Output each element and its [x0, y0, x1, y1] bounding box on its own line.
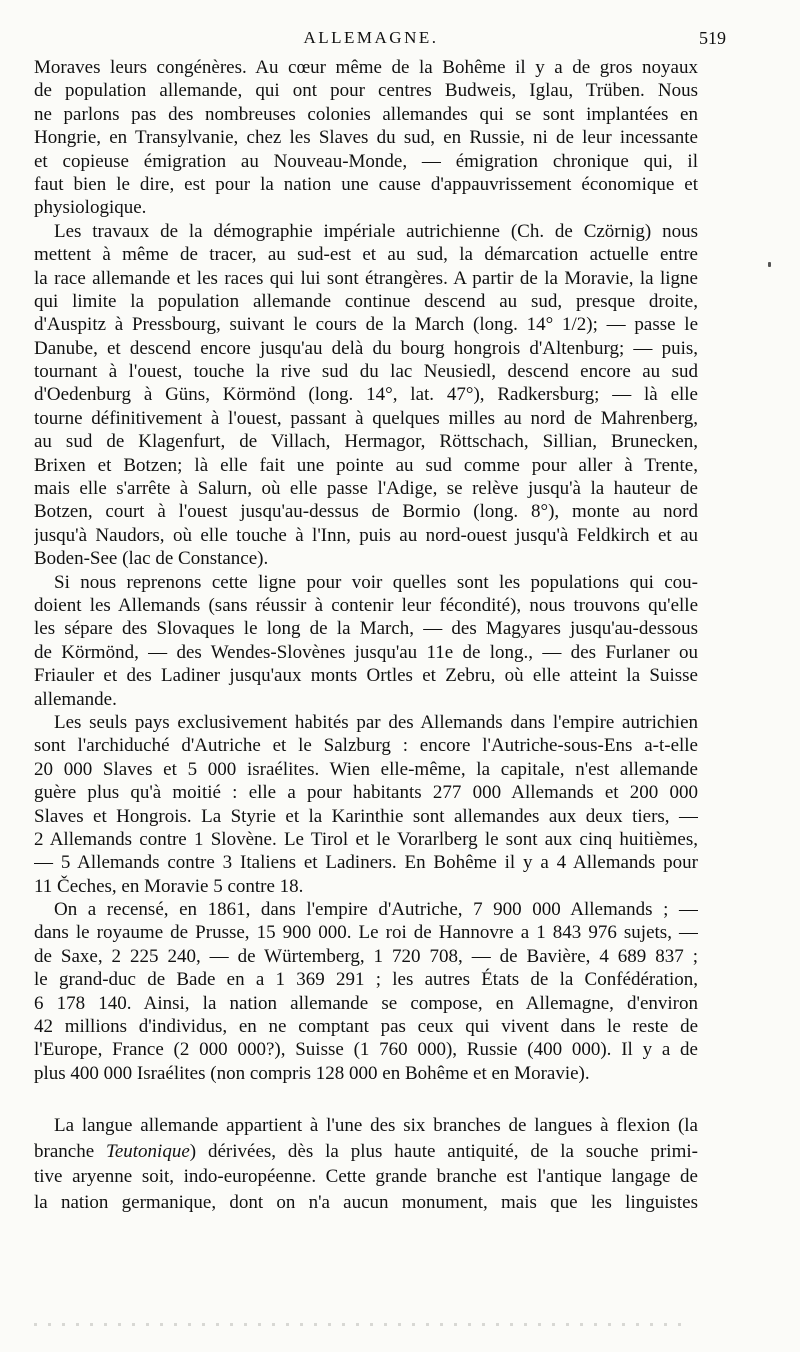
text-line: l'Europe, France (2 000 000?), Suisse (1 760 000), Russie (400 000). Il y a de — [34, 1039, 698, 1061]
text-line: Hongrie, en Transylvanie, chez les Slaves du sud, en Russie, ni de leur incessante — [34, 127, 698, 149]
text-line: la race allemande et les races qui lui sont étrangères. A partir de la Moravie, la ligne — [34, 267, 698, 289]
text-line: la nation germanique, dont on n'a aucun monument, mais que les linguistes — [34, 1191, 698, 1213]
text-line: tournant à l'ouest, touche la rive sud du lac Neusiedl, descend encore au sud — [34, 361, 698, 383]
text-line: Les seuls pays exclusivement habités par des Allemands dans l'empire autrichien — [54, 711, 698, 733]
text-line: Friauler et des Ladiner jusqu'aux monts Ortles et Zebru, où elle atteint la Suisse — [34, 665, 698, 687]
text-line — [34, 1139, 698, 1165]
text-line: Botzen, court à l'ouest jusqu'au-dessus de Bormio (long. 8°), monte au nord — [34, 501, 698, 523]
text-line: 6 178 140. Ainsi, la nation allemande se compose, en Allemagne, d'environ — [34, 992, 698, 1014]
paragraph-language — [34, 1113, 698, 1215]
section-gap — [34, 1085, 698, 1111]
ink-speck — [768, 262, 771, 267]
text-line: Slaves et Hongrois. La Styrie et la Karinthie sont allemandes aux deux tiers, — — [34, 805, 698, 827]
body-text — [34, 56, 698, 1215]
page-number: 519 — [699, 28, 726, 48]
show-through-ghost-line — [34, 1323, 690, 1326]
text-span: branche — [34, 1140, 107, 1162]
text-line: allemande. — [34, 688, 117, 710]
text-line: mais elle s'arrête à Salurn, où elle passe l'Adige, se relève jusqu'à la hauteur de — [34, 478, 698, 500]
text-line: faut bien le dire, est pour la nation une cause d'appauvrissement économique et — [34, 173, 698, 195]
running-head — [34, 28, 726, 54]
text-line: au sud de Klagenfurt, de Villach, Hermagor, Röttschach, Sillian, Brunecken, — [34, 431, 698, 453]
paragraph-neighbours — [34, 571, 698, 711]
text-line: le grand-duc de Bade en a 1 369 291 ; les autres États de la Confédération, — [34, 969, 698, 991]
text-line: 42 millions d'individus, en ne comptant pas ceux qui vivent dans le reste de — [34, 1016, 698, 1038]
text-line: Si nous reprenons cette ligne pour voir quelles sont les populations qui cou- — [54, 571, 698, 593]
text-line: d'Auspitz à Pressbourg, suivant le cours de la March (long. 14° 1/2); — passe le — [34, 314, 698, 336]
text-line: les sépare des Slovaques le long de la March, — des Magyares jusqu'au-dessous — [34, 618, 698, 640]
paragraph-german-lands — [34, 711, 698, 898]
text-line: guère plus qu'à moitié : elle a pour habitants 277 000 Allemands et 200 000 — [34, 782, 698, 804]
text-line: — 5 Allemands contre 3 Italiens et Ladiners. En Bohême il y a 4 Allemands pour — [34, 852, 698, 874]
paragraph-demarcation — [34, 220, 698, 571]
text-line: physiologique. — [34, 197, 147, 219]
paragraph-continuation — [34, 56, 698, 220]
text-line: jusqu'à Naudors, où elle touche à l'Inn, puis au nord-ouest jusqu'à Feldkirch et au — [34, 524, 698, 546]
running-title: ALLEMAGNE. — [303, 28, 439, 47]
text-line: Moraves leurs congénères. Au cœur même de la Bohême il y a de gros noyaux — [34, 57, 698, 78]
text-line: doient les Allemands (sans réussir à contenir leur fécondité), nous trouvons qu'elle — [34, 594, 698, 616]
text-span: ) dérivées, dès la plus haute antiquité, de la souche primi- — [189, 1140, 698, 1162]
text-line: et copieuse émigration au Nouveau-Monde, — émigration chronique qui, il — [34, 150, 698, 172]
text-line: Les travaux de la démographie impériale autrichienne (Ch. de Czörnig) nous — [54, 220, 698, 242]
text-line: La langue allemande appartient à l'une des six branches de langues à flexion (la — [54, 1115, 698, 1137]
text-line: de population allemande, qui ont pour centres Budweis, Iglau, Trüben. Nous — [34, 80, 698, 102]
text-line: Brixen et Botzen; là elle fait une pointe au sud comme pour aller à Trente, — [34, 454, 698, 476]
text-line: de Körmönd, — des Wendes-Slovènes jusqu'au 11e de long., — des Furlaner ou — [34, 641, 698, 663]
text-line: tive aryenne soit, indo-européenne. Cette grande branche est l'antique langage de — [34, 1166, 698, 1188]
text-line: ne parlons pas des nombreuses colonies allemandes qui se sont implantées en — [34, 103, 698, 125]
text-line: qui limite la population allemande continue descend au sud, presque droite, — [34, 290, 698, 312]
italic-term: Teutonique — [106, 1140, 190, 1162]
text-line: dans le royaume de Prusse, 15 900 000. Le roi de Hannovre a 1 843 976 sujets, — — [34, 922, 698, 944]
text-line: sont l'archiduché d'Autriche et le Salzburg : encore l'Autriche-sous-Ens a-t-elle — [34, 735, 698, 757]
text-line: 11 Čeches, en Moravie 5 contre 18. — [34, 875, 304, 897]
text-line: plus 400 000 Israélites (non compris 128 000 en Bohême et en Moravie). — [34, 1062, 590, 1084]
text-line: Boden-See (lac de Constance). — [34, 548, 269, 570]
text-line: de Saxe, 2 225 240, — de Würtemberg, 1 720 708, — de Bavière, 4 689 837 ; — [34, 945, 698, 967]
text-line: 20 000 Slaves et 5 000 israélites. Wien elle-même, la capitale, n'est allemande — [34, 758, 698, 780]
text-line: d'Oedenburg à Güns, Körmönd (long. 14°, lat. 47°), Radkersburg; — là elle — [34, 384, 698, 406]
text-line: 2 Allemands contre 1 Slovène. Le Tirol et le Vorarlberg le sont aux cinq huitièmes, — [34, 828, 698, 850]
text-line: Danube, et descend encore jusqu'au delà du bourg hongrois d'Altenburg; — puis, — [34, 337, 698, 359]
paragraph-census — [34, 898, 698, 1085]
text-line: On a recensé, en 1861, dans l'empire d'Autriche, 7 900 000 Allemands ; — — [54, 899, 698, 921]
text-line: mettent à même de tracer, au sud-est et au sud, la démarcation actuelle entre — [34, 244, 698, 266]
text-line: tourne définitivement à l'ouest, passant à quelques milles au nord de Mahrenberg, — [34, 407, 698, 429]
